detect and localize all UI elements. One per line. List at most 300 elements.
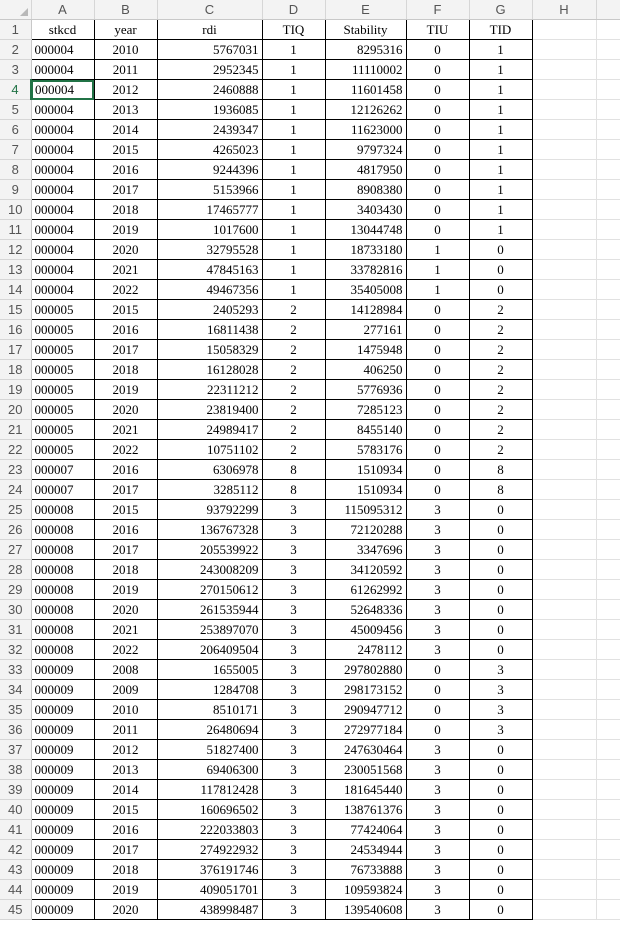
empty-cell[interactable] xyxy=(532,280,596,300)
tiu-cell[interactable]: 0 xyxy=(406,80,469,100)
rdi-cell[interactable]: 274922932 xyxy=(157,840,262,860)
year-cell[interactable]: 2017 xyxy=(94,480,157,500)
tiq-cell[interactable]: 3 xyxy=(262,760,325,780)
stability-cell[interactable]: 406250 xyxy=(325,360,406,380)
stability-cell[interactable]: 52648336 xyxy=(325,600,406,620)
tid-cell[interactable]: 0 xyxy=(469,860,532,880)
empty-cell[interactable] xyxy=(596,820,620,840)
empty-cell[interactable] xyxy=(596,120,620,140)
empty-cell[interactable] xyxy=(596,40,620,60)
empty-cell[interactable] xyxy=(532,860,596,880)
row-number[interactable]: 20 xyxy=(0,400,31,420)
tiu-cell[interactable]: 0 xyxy=(406,300,469,320)
tid-cell[interactable]: 0 xyxy=(469,640,532,660)
year-cell[interactable]: 2018 xyxy=(94,560,157,580)
rdi-cell[interactable]: 49467356 xyxy=(157,280,262,300)
year-cell[interactable]: 2016 xyxy=(94,820,157,840)
row-number[interactable]: 22 xyxy=(0,440,31,460)
empty-cell[interactable] xyxy=(532,260,596,280)
stkcd-cell[interactable]: 000005 xyxy=(31,340,94,360)
tiq-cell[interactable]: 1 xyxy=(262,200,325,220)
empty-cell[interactable] xyxy=(532,60,596,80)
year-cell[interactable]: 2014 xyxy=(94,780,157,800)
rdi-cell[interactable]: 16811438 xyxy=(157,320,262,340)
header-cell-year[interactable]: year xyxy=(94,20,157,40)
tiu-cell[interactable]: 1 xyxy=(406,240,469,260)
stkcd-cell[interactable]: 000009 xyxy=(31,860,94,880)
header-cell-tiu[interactable]: TIU xyxy=(406,20,469,40)
empty-cell[interactable] xyxy=(532,700,596,720)
empty-cell[interactable] xyxy=(532,740,596,760)
rdi-cell[interactable]: 2439347 xyxy=(157,120,262,140)
tiq-cell[interactable]: 3 xyxy=(262,780,325,800)
stability-cell[interactable]: 45009456 xyxy=(325,620,406,640)
tiu-cell[interactable]: 3 xyxy=(406,580,469,600)
empty-cell[interactable] xyxy=(532,400,596,420)
column-header-d[interactable]: D xyxy=(262,0,325,20)
tiu-cell[interactable]: 3 xyxy=(406,540,469,560)
empty-cell[interactable] xyxy=(596,760,620,780)
stkcd-cell[interactable]: 000009 xyxy=(31,800,94,820)
tiq-cell[interactable]: 2 xyxy=(262,300,325,320)
tid-cell[interactable]: 1 xyxy=(469,180,532,200)
empty-cell[interactable] xyxy=(596,860,620,880)
rdi-cell[interactable]: 47845163 xyxy=(157,260,262,280)
stability-cell[interactable]: 9797324 xyxy=(325,140,406,160)
tiu-cell[interactable]: 3 xyxy=(406,840,469,860)
tiq-cell[interactable]: 2 xyxy=(262,420,325,440)
tiq-cell[interactable]: 3 xyxy=(262,700,325,720)
row-number[interactable]: 27 xyxy=(0,540,31,560)
year-cell[interactable]: 2015 xyxy=(94,800,157,820)
tiq-cell[interactable]: 3 xyxy=(262,800,325,820)
empty-cell[interactable] xyxy=(532,560,596,580)
stability-cell[interactable]: 1510934 xyxy=(325,480,406,500)
rdi-cell[interactable]: 93792299 xyxy=(157,500,262,520)
stability-cell[interactable]: 13044748 xyxy=(325,220,406,240)
empty-cell[interactable] xyxy=(596,360,620,380)
empty-cell[interactable] xyxy=(532,380,596,400)
empty-cell[interactable] xyxy=(596,480,620,500)
empty-cell[interactable] xyxy=(532,780,596,800)
row-number[interactable]: 12 xyxy=(0,240,31,260)
row-number[interactable]: 10 xyxy=(0,200,31,220)
stability-cell[interactable]: 3347696 xyxy=(325,540,406,560)
tiq-cell[interactable]: 1 xyxy=(262,120,325,140)
year-cell[interactable]: 2011 xyxy=(94,720,157,740)
stkcd-cell[interactable]: 000008 xyxy=(31,540,94,560)
tid-cell[interactable]: 0 xyxy=(469,580,532,600)
empty-cell[interactable] xyxy=(532,580,596,600)
tiq-cell[interactable]: 2 xyxy=(262,320,325,340)
stkcd-cell[interactable]: 000004 xyxy=(31,160,94,180)
tiq-cell[interactable]: 1 xyxy=(262,40,325,60)
tiq-cell[interactable]: 3 xyxy=(262,600,325,620)
stkcd-cell[interactable]: 000005 xyxy=(31,300,94,320)
rdi-cell[interactable]: 2460888 xyxy=(157,80,262,100)
tid-cell[interactable]: 0 xyxy=(469,620,532,640)
tid-cell[interactable]: 0 xyxy=(469,740,532,760)
stability-cell[interactable]: 298173152 xyxy=(325,680,406,700)
year-cell[interactable]: 2020 xyxy=(94,400,157,420)
stability-cell[interactable]: 1475948 xyxy=(325,340,406,360)
tid-cell[interactable]: 2 xyxy=(469,440,532,460)
year-cell[interactable]: 2016 xyxy=(94,520,157,540)
empty-cell[interactable] xyxy=(532,20,596,40)
row-number[interactable]: 35 xyxy=(0,700,31,720)
tiu-cell[interactable]: 0 xyxy=(406,420,469,440)
empty-cell[interactable] xyxy=(596,620,620,640)
stkcd-cell[interactable]: 000004 xyxy=(31,80,94,100)
tid-cell[interactable]: 1 xyxy=(469,220,532,240)
tiu-cell[interactable]: 3 xyxy=(406,760,469,780)
empty-cell[interactable] xyxy=(596,600,620,620)
year-cell[interactable]: 2010 xyxy=(94,40,157,60)
year-cell[interactable]: 2018 xyxy=(94,360,157,380)
empty-cell[interactable] xyxy=(532,620,596,640)
stability-cell[interactable]: 5783176 xyxy=(325,440,406,460)
empty-cell[interactable] xyxy=(596,580,620,600)
row-number[interactable]: 14 xyxy=(0,280,31,300)
tiq-cell[interactable]: 8 xyxy=(262,460,325,480)
stability-cell[interactable]: 8455140 xyxy=(325,420,406,440)
tiq-cell[interactable]: 3 xyxy=(262,880,325,900)
year-cell[interactable]: 2014 xyxy=(94,120,157,140)
empty-cell[interactable] xyxy=(596,160,620,180)
stability-cell[interactable]: 76733888 xyxy=(325,860,406,880)
stkcd-cell[interactable]: 000004 xyxy=(31,60,94,80)
tiq-cell[interactable]: 2 xyxy=(262,400,325,420)
stkcd-cell[interactable]: 000009 xyxy=(31,660,94,680)
tiq-cell[interactable]: 1 xyxy=(262,260,325,280)
row-number[interactable]: 32 xyxy=(0,640,31,660)
tid-cell[interactable]: 0 xyxy=(469,840,532,860)
year-cell[interactable]: 2016 xyxy=(94,460,157,480)
header-cell-rdi[interactable]: rdi xyxy=(157,20,262,40)
empty-cell[interactable] xyxy=(596,800,620,820)
empty-cell[interactable] xyxy=(532,840,596,860)
empty-cell[interactable] xyxy=(532,320,596,340)
stkcd-cell[interactable]: 000004 xyxy=(31,220,94,240)
tid-cell[interactable]: 2 xyxy=(469,340,532,360)
tiu-cell[interactable]: 0 xyxy=(406,440,469,460)
row-number[interactable]: 7 xyxy=(0,140,31,160)
tiu-cell[interactable]: 1 xyxy=(406,280,469,300)
column-header-c[interactable]: C xyxy=(157,0,262,20)
empty-cell[interactable] xyxy=(532,160,596,180)
row-number[interactable]: 3 xyxy=(0,60,31,80)
empty-cell[interactable] xyxy=(596,140,620,160)
stability-cell[interactable]: 138761376 xyxy=(325,800,406,820)
stability-cell[interactable]: 297802880 xyxy=(325,660,406,680)
stkcd-cell[interactable]: 000009 xyxy=(31,720,94,740)
empty-cell[interactable] xyxy=(596,440,620,460)
year-cell[interactable]: 2017 xyxy=(94,180,157,200)
stkcd-cell[interactable]: 000004 xyxy=(31,140,94,160)
stability-cell[interactable]: 181645440 xyxy=(325,780,406,800)
rdi-cell[interactable]: 6306978 xyxy=(157,460,262,480)
column-header-f[interactable]: F xyxy=(406,0,469,20)
rdi-cell[interactable]: 32795528 xyxy=(157,240,262,260)
empty-cell[interactable] xyxy=(596,180,620,200)
year-cell[interactable]: 2021 xyxy=(94,620,157,640)
rdi-cell[interactable]: 376191746 xyxy=(157,860,262,880)
empty-cell[interactable] xyxy=(532,680,596,700)
year-cell[interactable]: 2021 xyxy=(94,420,157,440)
year-cell[interactable]: 2019 xyxy=(94,580,157,600)
tid-cell[interactable]: 0 xyxy=(469,880,532,900)
rdi-cell[interactable]: 206409504 xyxy=(157,640,262,660)
tiu-cell[interactable]: 3 xyxy=(406,780,469,800)
column-header-b[interactable]: B xyxy=(94,0,157,20)
rdi-cell[interactable]: 1655005 xyxy=(157,660,262,680)
rdi-cell[interactable]: 3285112 xyxy=(157,480,262,500)
tid-cell[interactable]: 0 xyxy=(469,520,532,540)
empty-cell[interactable] xyxy=(532,40,596,60)
tiu-cell[interactable]: 0 xyxy=(406,480,469,500)
stkcd-cell[interactable]: 000005 xyxy=(31,360,94,380)
row-number[interactable]: 38 xyxy=(0,760,31,780)
stability-cell[interactable]: 247630464 xyxy=(325,740,406,760)
rdi-cell[interactable]: 205539922 xyxy=(157,540,262,560)
year-cell[interactable]: 2021 xyxy=(94,260,157,280)
empty-cell[interactable] xyxy=(596,520,620,540)
rdi-cell[interactable]: 69406300 xyxy=(157,760,262,780)
tiq-cell[interactable]: 3 xyxy=(262,580,325,600)
empty-cell[interactable] xyxy=(596,60,620,80)
year-cell[interactable]: 2011 xyxy=(94,60,157,80)
year-cell[interactable]: 2018 xyxy=(94,200,157,220)
empty-cell[interactable] xyxy=(532,500,596,520)
stability-cell[interactable]: 12126262 xyxy=(325,100,406,120)
tiu-cell[interactable]: 3 xyxy=(406,560,469,580)
stkcd-cell[interactable]: 000005 xyxy=(31,320,94,340)
row-number[interactable]: 16 xyxy=(0,320,31,340)
row-number[interactable]: 34 xyxy=(0,680,31,700)
tiq-cell[interactable]: 3 xyxy=(262,820,325,840)
empty-cell[interactable] xyxy=(596,460,620,480)
stkcd-cell[interactable]: 000005 xyxy=(31,420,94,440)
stability-cell[interactable]: 11623000 xyxy=(325,120,406,140)
row-number[interactable]: 45 xyxy=(0,900,31,920)
column-header-a[interactable]: A xyxy=(31,0,94,20)
stability-cell[interactable]: 290947712 xyxy=(325,700,406,720)
tiq-cell[interactable]: 3 xyxy=(262,660,325,680)
tiu-cell[interactable]: 3 xyxy=(406,620,469,640)
rdi-cell[interactable]: 2405293 xyxy=(157,300,262,320)
tiq-cell[interactable]: 3 xyxy=(262,860,325,880)
rdi-cell[interactable]: 160696502 xyxy=(157,800,262,820)
rdi-cell[interactable]: 8510171 xyxy=(157,700,262,720)
year-cell[interactable]: 2015 xyxy=(94,140,157,160)
stkcd-cell[interactable]: 000009 xyxy=(31,780,94,800)
tiq-cell[interactable]: 1 xyxy=(262,280,325,300)
tiu-cell[interactable]: 0 xyxy=(406,660,469,680)
rdi-cell[interactable]: 17465777 xyxy=(157,200,262,220)
row-number[interactable]: 8 xyxy=(0,160,31,180)
tid-cell[interactable]: 3 xyxy=(469,660,532,680)
rdi-cell[interactable]: 136767328 xyxy=(157,520,262,540)
tiq-cell[interactable]: 3 xyxy=(262,720,325,740)
empty-cell[interactable] xyxy=(532,200,596,220)
rdi-cell[interactable]: 24989417 xyxy=(157,420,262,440)
stability-cell[interactable]: 24534944 xyxy=(325,840,406,860)
year-cell[interactable]: 2016 xyxy=(94,320,157,340)
tid-cell[interactable]: 1 xyxy=(469,120,532,140)
rdi-cell[interactable]: 22311212 xyxy=(157,380,262,400)
tid-cell[interactable]: 3 xyxy=(469,680,532,700)
stability-cell[interactable]: 230051568 xyxy=(325,760,406,780)
stkcd-cell[interactable]: 000007 xyxy=(31,480,94,500)
empty-cell[interactable] xyxy=(596,240,620,260)
header-cell-stkcd[interactable]: stkcd xyxy=(31,20,94,40)
rdi-cell[interactable]: 409051701 xyxy=(157,880,262,900)
row-number[interactable]: 25 xyxy=(0,500,31,520)
tid-cell[interactable]: 1 xyxy=(469,140,532,160)
stability-cell[interactable]: 61262992 xyxy=(325,580,406,600)
empty-cell[interactable] xyxy=(596,740,620,760)
stkcd-cell[interactable]: 000004 xyxy=(31,180,94,200)
rdi-cell[interactable]: 1936085 xyxy=(157,100,262,120)
tiu-cell[interactable]: 0 xyxy=(406,380,469,400)
tiu-cell[interactable]: 0 xyxy=(406,360,469,380)
tiu-cell[interactable]: 3 xyxy=(406,900,469,920)
stability-cell[interactable]: 11110002 xyxy=(325,60,406,80)
tiu-cell[interactable]: 0 xyxy=(406,100,469,120)
stkcd-cell[interactable]: 000009 xyxy=(31,820,94,840)
year-cell[interactable]: 2020 xyxy=(94,900,157,920)
tiq-cell[interactable]: 2 xyxy=(262,380,325,400)
row-number[interactable]: 5 xyxy=(0,100,31,120)
tiu-cell[interactable]: 0 xyxy=(406,60,469,80)
empty-cell[interactable] xyxy=(596,660,620,680)
empty-cell[interactable] xyxy=(596,280,620,300)
rdi-cell[interactable]: 253897070 xyxy=(157,620,262,640)
row-number[interactable]: 28 xyxy=(0,560,31,580)
tiu-cell[interactable]: 0 xyxy=(406,460,469,480)
tiu-cell[interactable]: 0 xyxy=(406,320,469,340)
tid-cell[interactable]: 2 xyxy=(469,400,532,420)
year-cell[interactable]: 2019 xyxy=(94,220,157,240)
year-cell[interactable]: 2009 xyxy=(94,680,157,700)
tiu-cell[interactable]: 0 xyxy=(406,720,469,740)
empty-cell[interactable] xyxy=(532,300,596,320)
empty-cell[interactable] xyxy=(532,180,596,200)
year-cell[interactable]: 2022 xyxy=(94,440,157,460)
header-cell-tiq[interactable]: TIQ xyxy=(262,20,325,40)
rdi-cell[interactable]: 15058329 xyxy=(157,340,262,360)
year-cell[interactable]: 2015 xyxy=(94,500,157,520)
stability-cell[interactable]: 33782816 xyxy=(325,260,406,280)
stkcd-cell[interactable]: 000008 xyxy=(31,500,94,520)
empty-cell[interactable] xyxy=(532,600,596,620)
rdi-cell[interactable]: 2952345 xyxy=(157,60,262,80)
tiu-cell[interactable]: 0 xyxy=(406,40,469,60)
tid-cell[interactable]: 1 xyxy=(469,200,532,220)
empty-cell[interactable] xyxy=(596,200,620,220)
tid-cell[interactable]: 1 xyxy=(469,80,532,100)
header-cell-stability[interactable]: Stability xyxy=(325,20,406,40)
tid-cell[interactable]: 1 xyxy=(469,40,532,60)
column-header-g[interactable]: G xyxy=(469,0,532,20)
row-number[interactable]: 44 xyxy=(0,880,31,900)
stkcd-cell[interactable]: 000008 xyxy=(31,620,94,640)
tid-cell[interactable]: 0 xyxy=(469,800,532,820)
tiu-cell[interactable]: 1 xyxy=(406,260,469,280)
year-cell[interactable]: 2022 xyxy=(94,640,157,660)
stability-cell[interactable]: 109593824 xyxy=(325,880,406,900)
year-cell[interactable]: 2013 xyxy=(94,100,157,120)
stkcd-cell[interactable]: 000008 xyxy=(31,580,94,600)
rdi-cell[interactable]: 243008209 xyxy=(157,560,262,580)
tid-cell[interactable]: 0 xyxy=(469,540,532,560)
tid-cell[interactable]: 0 xyxy=(469,280,532,300)
empty-cell[interactable] xyxy=(532,140,596,160)
tid-cell[interactable]: 0 xyxy=(469,820,532,840)
tiq-cell[interactable]: 1 xyxy=(262,180,325,200)
empty-cell[interactable] xyxy=(596,560,620,580)
empty-cell[interactable] xyxy=(532,720,596,740)
year-cell[interactable]: 2016 xyxy=(94,160,157,180)
tid-cell[interactable]: 3 xyxy=(469,700,532,720)
tid-cell[interactable]: 0 xyxy=(469,240,532,260)
year-cell[interactable]: 2012 xyxy=(94,740,157,760)
empty-cell[interactable] xyxy=(532,760,596,780)
tiu-cell[interactable]: 0 xyxy=(406,220,469,240)
tiu-cell[interactable]: 3 xyxy=(406,820,469,840)
row-number[interactable]: 41 xyxy=(0,820,31,840)
empty-cell[interactable] xyxy=(596,780,620,800)
rdi-cell[interactable]: 117812428 xyxy=(157,780,262,800)
tiu-cell[interactable]: 0 xyxy=(406,180,469,200)
empty-cell[interactable] xyxy=(596,220,620,240)
empty-cell[interactable] xyxy=(596,380,620,400)
empty-cell[interactable] xyxy=(532,80,596,100)
row-number[interactable]: 23 xyxy=(0,460,31,480)
row-number[interactable]: 33 xyxy=(0,660,31,680)
tid-cell[interactable]: 3 xyxy=(469,720,532,740)
tiq-cell[interactable]: 8 xyxy=(262,480,325,500)
tiq-cell[interactable]: 3 xyxy=(262,740,325,760)
tiu-cell[interactable]: 3 xyxy=(406,740,469,760)
empty-cell[interactable] xyxy=(596,720,620,740)
stkcd-cell[interactable]: 000009 xyxy=(31,840,94,860)
tiu-cell[interactable]: 0 xyxy=(406,160,469,180)
stkcd-cell[interactable]: 000005 xyxy=(31,440,94,460)
year-cell[interactable]: 2010 xyxy=(94,700,157,720)
tiq-cell[interactable]: 3 xyxy=(262,680,325,700)
stkcd-cell[interactable]: 000004 xyxy=(31,40,94,60)
column-header-next[interactable] xyxy=(596,0,620,20)
row-number[interactable]: 15 xyxy=(0,300,31,320)
row-number[interactable]: 4 xyxy=(0,80,31,100)
stability-cell[interactable]: 35405008 xyxy=(325,280,406,300)
header-cell-tid[interactable]: TID xyxy=(469,20,532,40)
tiq-cell[interactable]: 3 xyxy=(262,500,325,520)
stability-cell[interactable]: 72120288 xyxy=(325,520,406,540)
stability-cell[interactable]: 34120592 xyxy=(325,560,406,580)
tid-cell[interactable]: 2 xyxy=(469,320,532,340)
stkcd-cell[interactable]: 000004 xyxy=(31,240,94,260)
empty-cell[interactable] xyxy=(532,660,596,680)
tiq-cell[interactable]: 3 xyxy=(262,840,325,860)
column-header-e[interactable]: E xyxy=(325,0,406,20)
row-number[interactable]: 37 xyxy=(0,740,31,760)
stability-cell[interactable]: 11601458 xyxy=(325,80,406,100)
rdi-cell[interactable]: 261535944 xyxy=(157,600,262,620)
year-cell[interactable]: 2017 xyxy=(94,340,157,360)
tiq-cell[interactable]: 2 xyxy=(262,360,325,380)
